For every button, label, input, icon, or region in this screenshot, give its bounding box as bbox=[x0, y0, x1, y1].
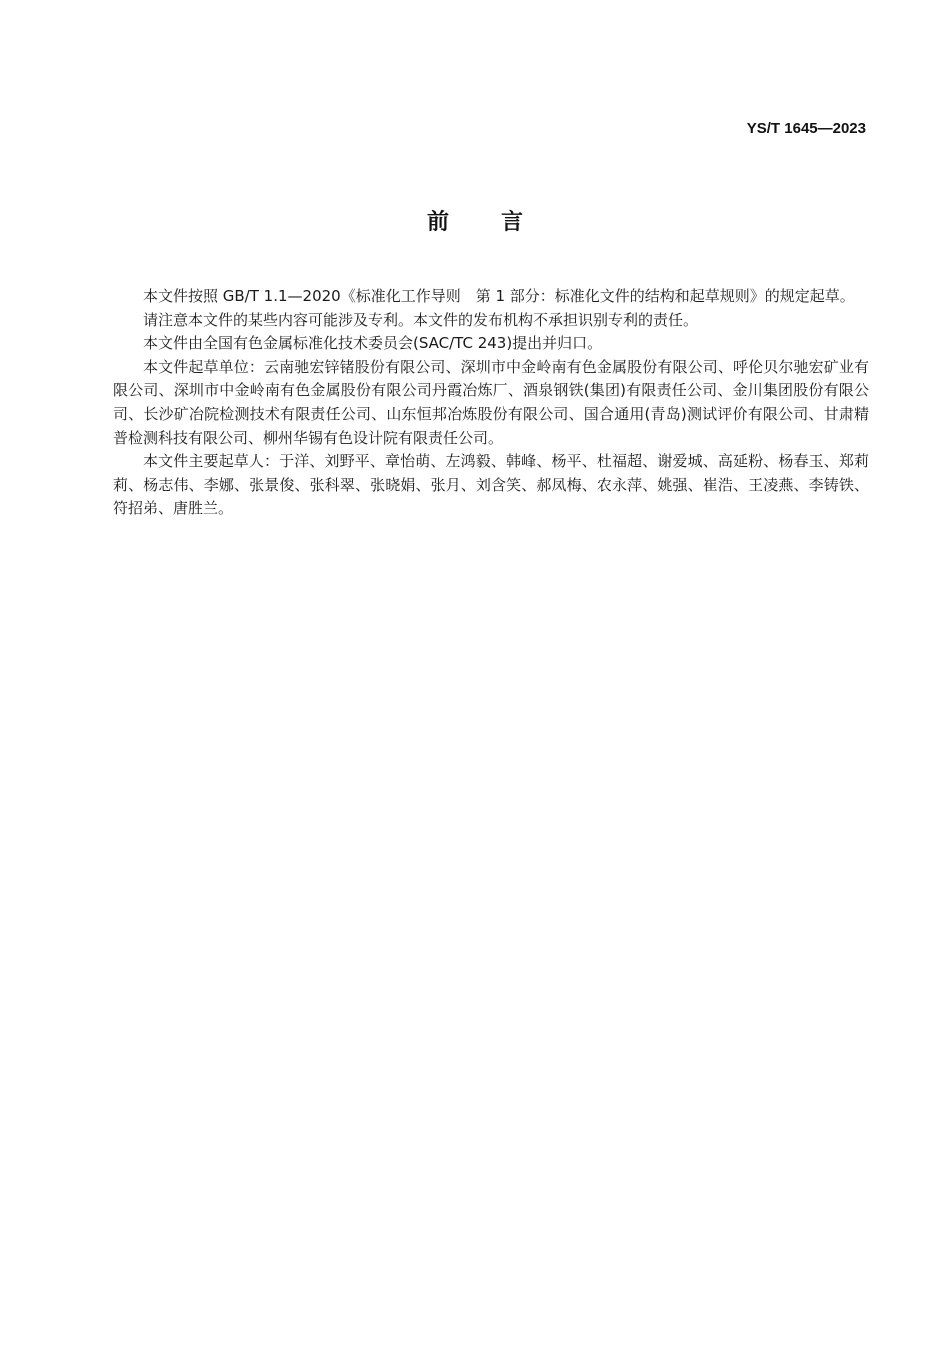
paragraph-drafting-rules: 本文件按照 GB/T 1.1—2020《标准化工作导则 第 1 部分：标准化文件的结构和起草规则》的规定起草。 bbox=[143, 287, 855, 305]
paragraph-drafting-units: 本文件起草单位：云南驰宏锌锗股份有限公司、深圳市中金岭南有色金属股份有限公司、呼伦贝尔驰宏矿业有限公司、深圳市中金岭南有色金属股份有限公司丹霞冶炼厂、酒泉钢铁(集团)有限责任公司、金川集团股份有限公司、长沙矿冶院检测技术有限责任公司、山东恒邦冶炼股份有限公司、国合通用(青岛)测试评价有限公司、甘肃精普检测科技有限公司、柳州华锡有色设计院有限责任公司。 bbox=[113, 357, 869, 447]
page-title-char-2: 言 bbox=[501, 210, 524, 235]
page-title-char-1: 前 bbox=[426, 210, 449, 235]
page-title bbox=[0, 205, 950, 236]
paragraph-patent-notice: 请注意本文件的某些内容可能涉及专利。本文件的发布机构不承担识别专利的责任。 bbox=[143, 310, 699, 329]
paragraph-proposer: 本文件由全国有色金属标准化技术委员会(SAC/TC 243)提出并归口。 bbox=[143, 334, 603, 353]
standard-code: YS/T 1645—2023 bbox=[746, 120, 866, 137]
paragraph-drafters: 本文件主要起草人：于洋、刘野平、章怡萌、左鸿毅、韩峰、杨平、杜福超、谢爱城、高延粉、杨春玉、郑莉莉、杨志伟、李娜、张景俊、张科翠、张晓娟、张月、刘含笑、郝凤梅、农永萍、姚强、崔浩、王凌燕、李铸铁、符招弟、唐胜兰。 bbox=[113, 452, 869, 518]
foreword-body bbox=[113, 285, 869, 521]
